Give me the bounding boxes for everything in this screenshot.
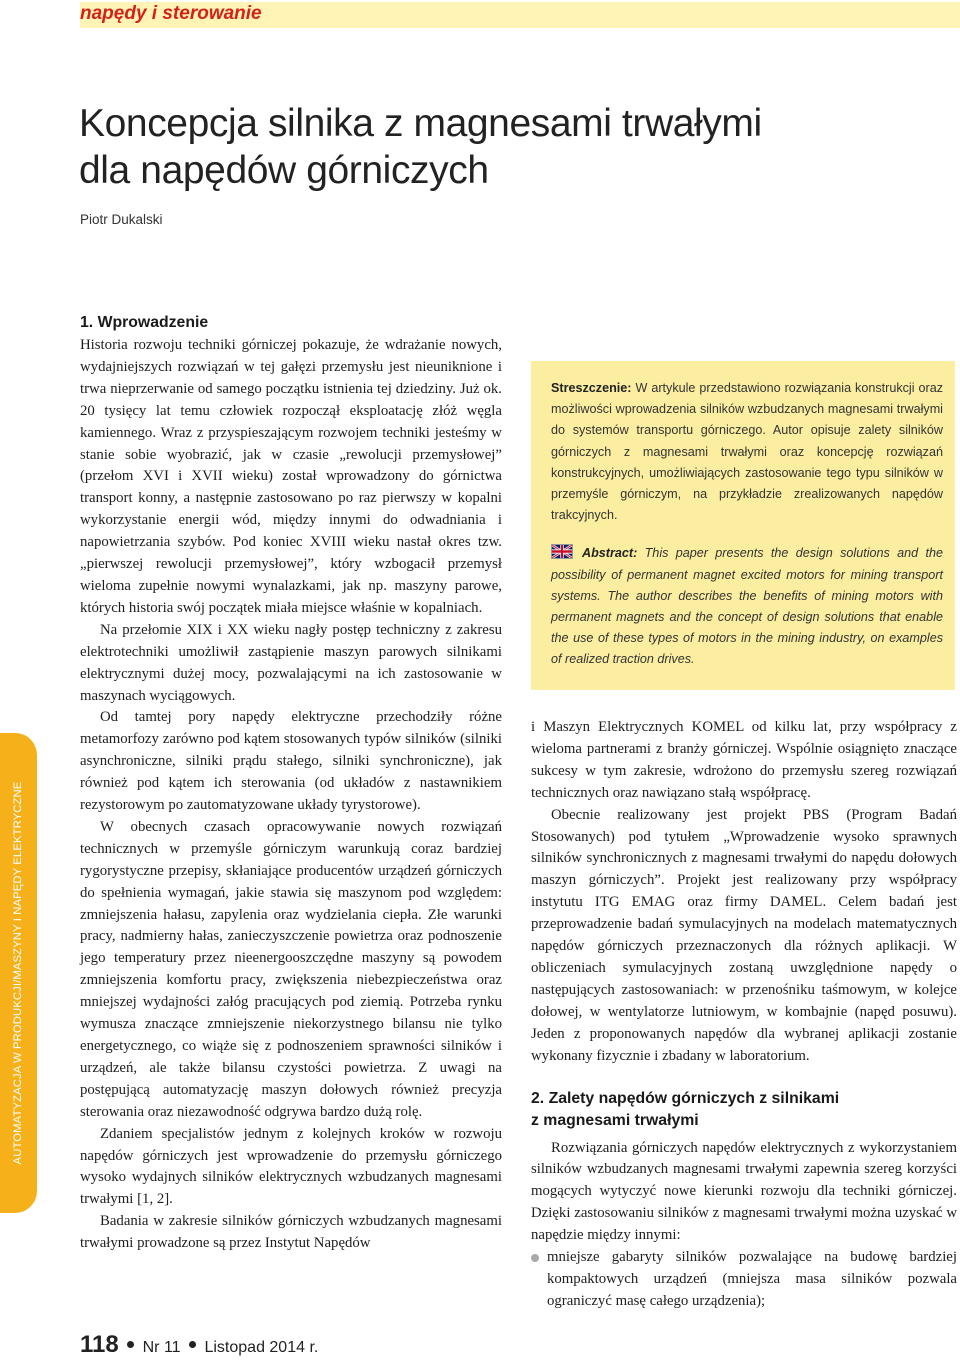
- abstract-polish: [551, 378, 943, 526]
- abstract-pl-text: W artykule przedstawiono rozwiązania konstrukcji oraz możliwości wprowadzenia silników wzbudzanych magnesami trwałymi do systemów transportu górniczego. Autor opisuje zalety silników górniczych z magnesami trwałymi oraz koncepcję rozwiązań konstrukcyjnych, umożliwiających zastosowanie tego typu silników w przemyśle górniczym, na przykładzie zrealizowanych napędów trakcyjnych.: [551, 381, 943, 523]
- abstract-en-label: Abstract:: [582, 546, 638, 561]
- uk-flag-icon: [551, 544, 573, 559]
- paragraph: Zdaniem specjalistów jednym z kolejnych kroków w rozwoju napędów górniczych jest wprowadzenie do przemysłu górniczego wysoko wydajnych silników elektrycznych wzbudzanych magnesami trwałymi [1, 2].: [80, 1125, 502, 1208]
- separator-dot: [189, 1341, 196, 1348]
- paragraph: Na przełomie XIX i XX wieku nagły postęp techniczny z zakresu elektrotechniki umożliwił zastąpienie maszyn parowych silnikami elektrycznymi dużej mocy, pozwalającymi na ich zastosowanie w maszynach wyciągowych.: [80, 621, 502, 704]
- section-label: napędy i sterowanie: [80, 3, 262, 24]
- issue-date: Listopad 2014 r.: [204, 1339, 319, 1356]
- section-heading-advantages: [531, 1088, 957, 1132]
- list-item: mniejsze gabaryty silników pozwalające na budowę bardziej kompaktowych urządzeń (mniejsza masa silników pozwala ograniczyć masę całego urządzenia);: [531, 1247, 957, 1313]
- page-footer: [80, 1331, 318, 1359]
- advantages-list: [531, 1247, 957, 1313]
- heading2-line-1: 2. Zalety napędów górniczych z silnikami: [531, 1089, 840, 1107]
- paragraph: Obecnie realizowany jest projekt PBS (Program Badań Stosowanych) pod tytułem „Wprowadzenie wysoko sprawnych silników synchronicznych z magnesami trwałymi do napędu dołowych maszyn górniczych”. Projekt jest realizowany przy współpracy instytutu ITG EMAG oraz firmy DAMEL. Celem badań jest przeprowadzenie badań symulacyjnych na modelach matematycznych napędów górniczych przeznaczonych dla różnych aplikacji. W obliczeniach symulacyjnych zostaną uwzględnione napędy o następujących zastosowaniach: w przenośniku taśmowym, w kolejce dołowej, w wentylatorze lutniowym, w kombajnie (napęd posuwu). Jeden z proponowanych napędów dla wybranej aplikacji zostanie wykonany fizycznie i zbadany w laboratorium.: [531, 806, 957, 1064]
- article-title: [79, 100, 939, 194]
- abstract-pl-label: Streszczenie:: [551, 381, 632, 395]
- abstract-english: [551, 543, 943, 670]
- title-line-1: Koncepcja silnika z magnesami trwałymi: [79, 102, 762, 145]
- separator-dot: [127, 1341, 134, 1348]
- abstract-box: [531, 361, 955, 690]
- heading2-line-2: z magnesami trwałymi: [531, 1111, 699, 1129]
- paragraph: Od tamtej pory napędy elektryczne przechodziły różne metamorfozy zarówno pod kątem stosowanych typów silników (silniki asynchroniczne, silniki prądu stałego, silniki synchroniczne), jak również pod kątem ich sterowania (od układów z nastawnikiem rezystorowym po zautomatyzowane układy tyrystorowe).: [80, 709, 502, 814]
- section-header: [80, 2, 960, 28]
- side-tab-label: AUTOMATYZACJA W PRODUKCJI/MASZYNY I NAPĘDY ELEKTRYCZNE: [12, 781, 24, 1165]
- title-line-2: dla napędów górniczych: [79, 149, 489, 192]
- right-column: [531, 717, 957, 1313]
- paragraph: W obecnych czasach opracowywanie nowych rozwiązań technicznych w przemyśle górniczym warunkują coraz bardziej rygorystyczne przepisy, skłaniające producentów urządzeń górniczych do spełnienia wymagań, jakie stawia się maszynom pod względem: zmniejszenia hałasu, zapylenia oraz wydzielania ciepła. Złe warunki pracy, nadmierny hałas, zanieczyszczenie powietrza oraz podnoszenie jego temperatury przez nieenergooszczędne maszyny są powodem zmniejszenia komfortu pracy, zwiększenia niebezpieczeństwa oraz mniejszej wydajności załóg pracujących pod ziemią. Potrzeba rynku wymusza znaczące zmniejszenie niekorzystnego bilansu nie tylko energetycznego, co wiąże się z podnoszeniem sprawności silników i urządzeń, ale także bilansu czystości powietrza. Z uwagi na postępującą automatyzację maszyn dołowych również precyzja sterowania oraz niezawodność odgrywa bardzo dużą rolę.: [80, 818, 502, 1120]
- page-number: 118: [80, 1331, 119, 1358]
- abstract-en-text: This paper presents the design solutions and the possibility of permanent magnet excited motors for mining transport systems. The author describes the benefits of mining motors with permanent magnets and the concept of design solutions that enable the use of these types of motors in the mining industry, on examples of realized traction drives.: [551, 546, 943, 667]
- issue-number: Nr 11: [142, 1339, 181, 1356]
- left-column: [80, 312, 502, 1255]
- article-author: Piotr Dukalski: [80, 212, 163, 227]
- paragraph: Rozwiązania górniczych napędów elektrycznych z wykorzystaniem silników wzbudzanych magnesami trwałymi zapewnia szereg korzyści mogących wytyczyć nowe kierunki rozwoju dla techniki górniczej. Dzięki zastosowaniu silników z magnesami trwałymi można uzyskać w napędzie między innymi:: [531, 1139, 957, 1244]
- paragraph: Historia rozwoju techniki górniczej pokazuje, że wdrażanie nowych, wydajniejszych rozwiązań w tej gałęzi przemysłu jest nieuniknione i trwa nieprzerwanie od samego początku istnienia tej dziedziny. Już ok. 20 tysięcy lat temu człowiek rozpoczął eksploatację złóż węgla kamiennego. Wraz z przyspieszającym rozwojem techniki jesteśmy w stanie sobie wyobrazić, jak w czasie „rewolucji przemysłowej” (przełom XVI i XVII wieku) został wprowadzony do górnictwa transport konny, a następnie zastosowano po raz pierwszy w kopalni wykorzystanie energii wód, między innymi do odwadniania i napowietrzania szybów. Pod koniec XVIII wieku nastał okres tzw. „pierwszej rewolucji przemysłowej”, który wzbogacił przemysł wieloma zupełnie nowymi wynalazkami, jak np. maszyny parowe, których historia swój początek miała miejsce właśnie w kopalniach.: [80, 337, 502, 616]
- side-category-tab: [0, 733, 37, 1213]
- section-heading-introduction: 1. Wprowadzenie: [80, 314, 209, 331]
- paragraph: i Maszyn Elektrycznych KOMEL od kilku lat, przy współpracy z wieloma partnerami z branży górniczej. Wspólnie osiągnięto znaczące sukcesy w tym zakresie, wdrożono do przemysłu szereg rozwiązań technicznych oraz nawiązano stałą współpracę.: [531, 719, 957, 801]
- paragraph: Badania w zakresie silników górniczych wzbudzanych magnesami trwałymi prowadzone są przez Instytut Napędów: [80, 1213, 502, 1252]
